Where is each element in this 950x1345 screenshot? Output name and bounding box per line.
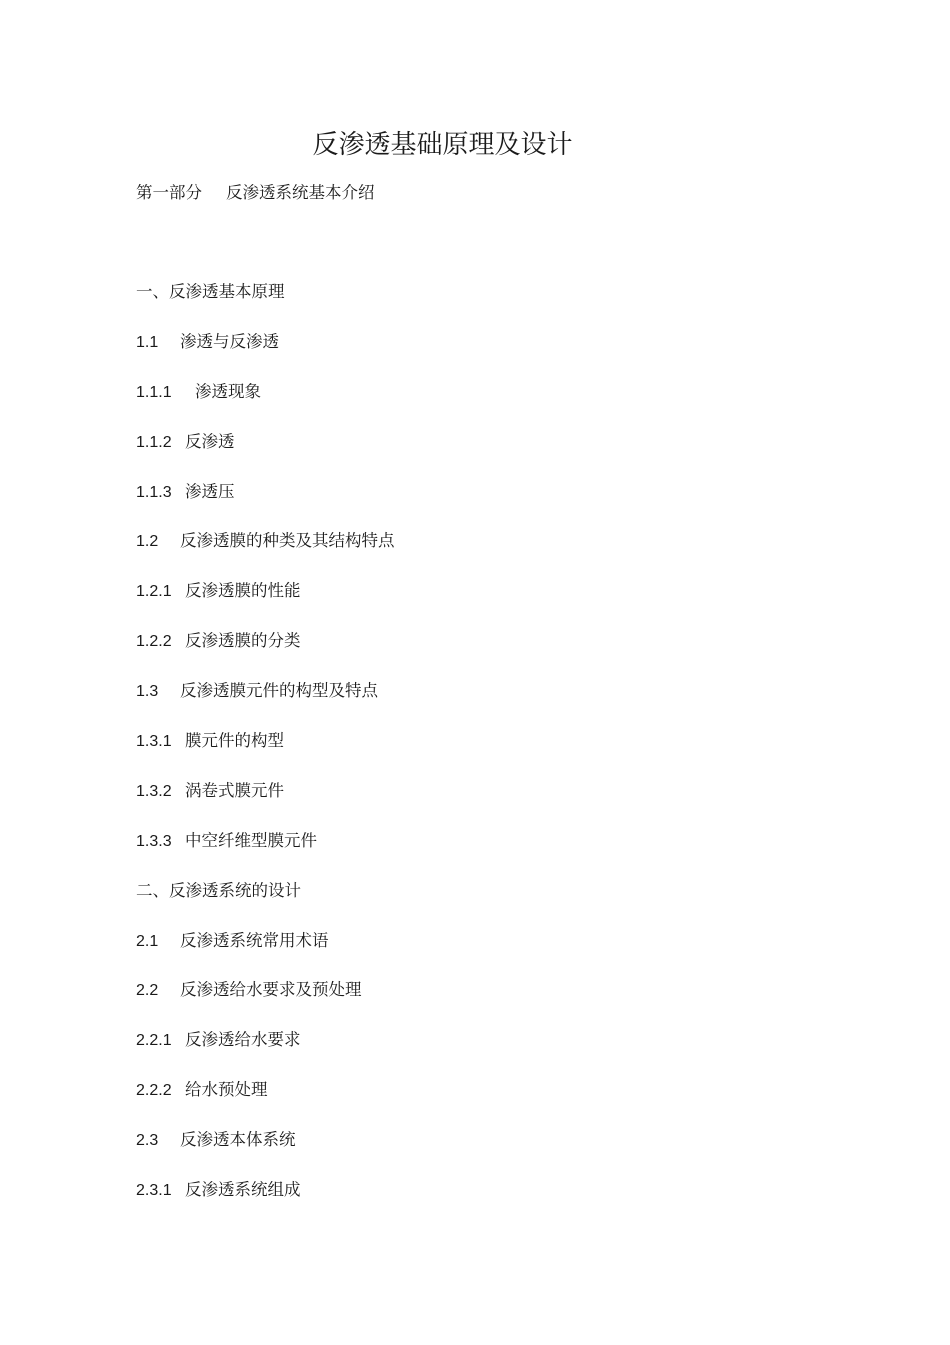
part-label: 第一部分 [136,183,202,202]
toc-entry-text: 中空纤维型膜元件 [185,830,317,850]
toc-entry-number: 1.3 [136,683,159,701]
toc-entry-text: 渗透压 [185,481,235,501]
toc-entry-text: 反渗透系统常用术语 [180,930,329,950]
toc-entry [136,1128,836,1178]
toc-entry-number: 1.3.1 [136,733,172,751]
toc-entry [136,829,836,879]
toc-entry-number: 1.2 [136,533,159,551]
toc-entry [136,430,836,480]
toc-entry [136,729,836,779]
document-title: 反渗透基础原理及设计 [312,130,573,160]
toc-entry [136,529,836,579]
toc-entry-number: 1.2.2 [136,633,172,651]
toc-entry-text: 反渗透膜元件的构型及特点 [180,681,378,701]
toc-entry-text: 反渗透本体系统 [180,1130,296,1150]
toc-entry-text: 反渗透系统组成 [185,1180,301,1200]
toc-entry-text: 一、反渗透基本原理 [136,282,285,301]
toc-entry-number: 2.3 [136,1132,159,1150]
toc-entry-number: 2.2.2 [136,1082,172,1100]
toc-entry [136,1078,836,1128]
toc-entry-number: 1.1.2 [136,433,172,451]
toc-entry-number: 1.2.1 [136,583,172,601]
toc-entry [136,579,836,629]
toc-entry [136,280,836,330]
toc-entry-number: 1.1.3 [136,483,172,501]
toc-entry-number: 1.3.3 [136,832,172,850]
toc-entry-number: 1.1.1 [136,383,172,401]
toc-entry-number: 2.2.1 [136,1032,172,1050]
table-of-contents [136,280,836,1228]
toc-entry-text: 反渗透膜的性能 [185,581,301,601]
toc-entry [136,330,836,380]
toc-entry [136,929,836,979]
toc-entry-text: 二、反渗透系统的设计 [136,880,301,900]
toc-entry [136,480,836,530]
toc-entry-text: 给水预处理 [185,1080,268,1100]
toc-entry-number: 2.1 [136,932,159,950]
toc-entry [136,380,836,430]
toc-entry-text: 渗透现象 [195,381,261,401]
toc-entry [136,779,836,829]
toc-entry-text: 反渗透给水要求 [185,1030,301,1050]
toc-entry-text: 涡卷式膜元件 [185,780,284,800]
toc-entry-text: 反渗透给水要求及预处理 [180,980,362,1000]
toc-entry-number: 2.3.1 [136,1182,172,1200]
toc-entry [136,1178,836,1228]
toc-entry-number: 1.1 [136,333,159,351]
toc-entry-number: 2.2 [136,982,159,1000]
toc-entry-text: 膜元件的构型 [185,731,284,751]
toc-entry-number: 1.3.2 [136,782,172,800]
part-name: 反渗透系统基本介绍 [226,183,375,202]
toc-entry-text: 渗透与反渗透 [180,331,279,351]
toc-entry [136,629,836,679]
toc-entry [136,978,836,1028]
part-heading [136,181,375,205]
toc-entry [136,679,836,729]
toc-entry-text: 反渗透膜的分类 [185,631,301,651]
toc-entry-text: 反渗透膜的种类及其结构特点 [180,531,395,551]
toc-entry [136,1028,836,1078]
toc-entry [136,879,836,929]
toc-entry-text: 反渗透 [185,431,235,451]
